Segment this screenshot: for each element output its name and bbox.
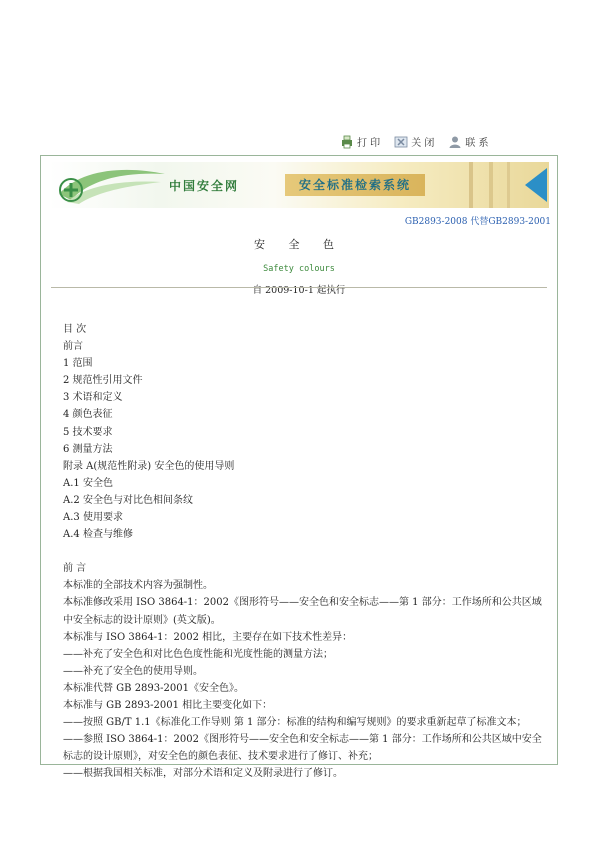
divider (51, 287, 547, 288)
toc-item: 1 范围 (63, 358, 93, 370)
spacer (63, 543, 553, 560)
standard-code: GB2893-2008 代替GB2893-2001 (404, 217, 551, 227)
foreword-line: ——补充了安全色和对比色色度性能和光度性能的测量方法； (63, 648, 333, 660)
foreword-line: 本标准修改采用 ISO 3864-1：2002《图形符号——安全色和安全标志——第 1 部分：工作场所和公共区域 (63, 597, 542, 609)
print-icon (340, 135, 354, 149)
toc-item: A.4 检查与维修 (63, 529, 133, 541)
foreword-line: ——补充了安全色的使用导则。 (63, 665, 203, 677)
system-name: 安全标准检索系统 (285, 174, 425, 196)
document-frame (40, 155, 558, 780)
contact-button[interactable] (448, 134, 488, 149)
effective-date: 自 2009-10-1 起执行 (252, 285, 346, 296)
toc-item: 附录 A(规范性附录) 安全色的使用导则 (63, 460, 235, 472)
foreword-line: 本标准的全部技术内容为强制性。 (63, 580, 213, 592)
document-content (63, 321, 553, 782)
standard-title-en: Safety colours (263, 264, 335, 274)
foreword-line: ——参照 ISO 3864-1：2002《图形符号——安全色和安全标志——第 1 部分：工作场所和公共区域中安全 (63, 734, 542, 746)
foreword-line: ——按照 GB/T 1.1《标准化工作导则 第 1 部分：标准的结构和编写规则》的要求重新起草了标准文本； (63, 717, 527, 729)
toc-item: 5 技术要求 (63, 426, 113, 438)
toc-item: 3 术语和定义 (63, 392, 123, 404)
banner (49, 162, 549, 208)
site-name: 中国安全网 (169, 179, 240, 193)
title-area (41, 226, 557, 296)
foreword-line: 本标准代替 GB 2893-2001《安全色》。 (63, 682, 244, 694)
foreword-heading: 前 言 (63, 563, 87, 575)
toolbar (340, 134, 489, 149)
toc-item: A.1 安全色 (63, 477, 113, 489)
toc-item: A.2 安全色与对比色相间条纹 (63, 494, 193, 506)
close-icon (394, 135, 408, 149)
toc-item: 4 颜色表征 (63, 409, 113, 421)
toc-item: 2 规范性引用文件 (63, 375, 143, 387)
foreword-line: 标志的设计原则》，对安全色的颜色表征、技术要求进行了修订、补充； (63, 751, 378, 763)
print-button[interactable] (340, 134, 380, 149)
foreword-line: 中安全标志的设计原则》(英文版)。 (63, 614, 221, 626)
contact-label: 联 系 (465, 138, 489, 149)
logo-swoosh-icon (57, 164, 167, 206)
foreword-line: 本标准与 ISO 3864-1：2002 相比，主要存在如下技术性差异： (63, 631, 353, 643)
bamboo-arrow-icon (459, 162, 549, 208)
toc-item: 6 测量方法 (63, 443, 113, 455)
foreword-line: ——根据我国相关标准，对部分术语和定义及附录进行了修订。 (63, 768, 343, 780)
close-button[interactable] (394, 134, 434, 149)
print-label: 打 印 (357, 138, 381, 149)
toc-item: A.3 使用要求 (63, 512, 123, 524)
close-label: 关 闭 (411, 138, 435, 149)
toc-heading: 目 次 (63, 324, 87, 335)
standard-title-cn: 安 全 色 (254, 238, 344, 251)
contact-icon (448, 135, 462, 149)
foreword-line: 本标准与 GB 2893-2001 相比主要变化如下： (63, 699, 273, 711)
toc-item: 前言 (63, 341, 83, 353)
